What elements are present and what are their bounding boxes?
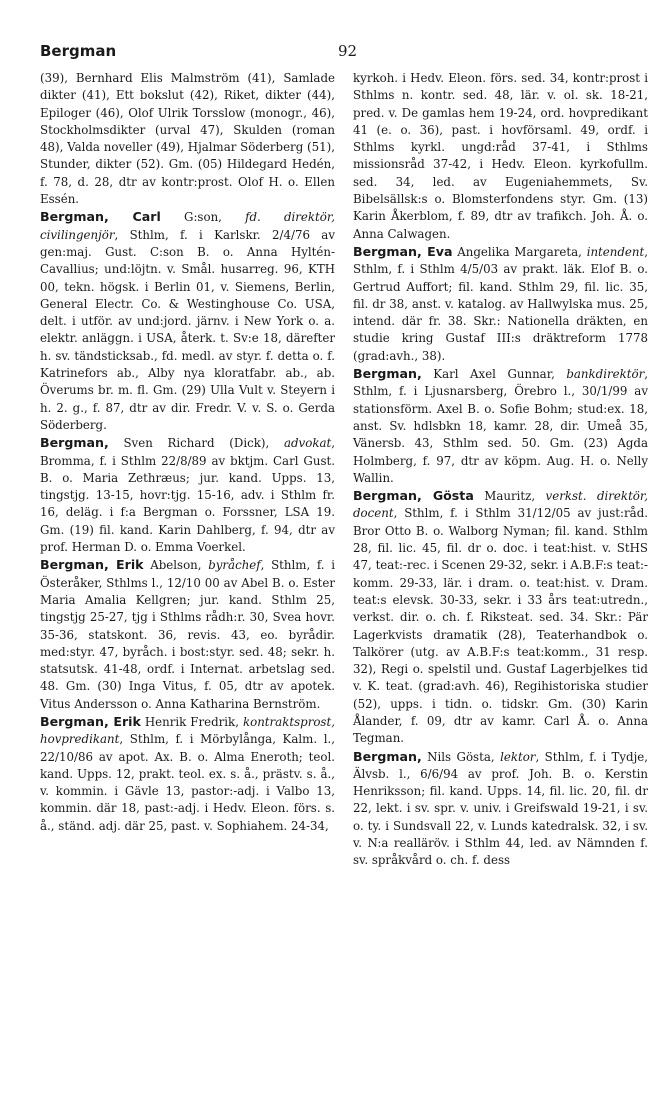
entry-given-names: Abelson, [143,558,209,573]
entry-given-names: Angelika Margareta, [452,244,587,259]
entry-text: , Sthlm, f. i Tydje, Älvsb. l., 6/6/94 av prof. Joh. B. o. Kerstin Henriksson; fil. kand. Upps. 14, fil. lic. 20, fil. dr 22, lekt. i sv. spr. v. univ. i Greifswald 19-21, i sv. o. ty. i Sundsvall 22, v. Lunds katedralsk. 32, i sv. v. N:a realläröv. i Sthlm 44, led. av Nämnden f. sv. språkvård o. ch. f. dess [353,749,648,868]
biography-entry [40,713,335,835]
entry-name: Bergman, Gösta [353,488,474,504]
entry-text: , Sthlm, f. i Österåker, Sthlms l., 12/10 00 av Abel B. o. Ester Maria Amalia Kellgren; jur. kand. Sthlm 25, tingstjg 25-27, tjg i Sthlms rådh:r. 30, Svea hovr. 35-36, statskont. 36, revis. 43, eo. byrådir. med:styr. 47, byråch. i bost:styr. sed. 48; sekr. h. statsutsk. 41-48, ordf. i Internat. arbetslag sed. 48. Gm. (30) Inga Vitus, f. 05, dtr av apotek. Vitus Andersson o. Anna Katharina Bernström. [40,558,335,711]
entry-name: Bergman, [40,435,109,451]
entry-name: Bergman, [353,748,422,764]
entry-name: Bergman, Carl [40,209,161,225]
left-column [40,70,335,870]
running-head: Bergman [40,42,117,60]
biography-entry [353,748,648,870]
continuation-text: (39), Bernhard Elis Malmström (41), Samlade dikter (41), Ett bokslut (42), Riket, dikter (44), Epiloger (46), Olof Ulrik Torsslow (monogr., 46), Stockholmsdikter (urval 47), Skulden (roman 48), Valda noveller (49), Hjalmar Söderberg (51), Stunder, dikter (52). Gm. (05) Hildegard Hedén, f. 78, d. 28, dtr av kontr:prost. Olof H. o. Ellen Essén. [40,71,335,207]
entry-title: fd. direktör, civilingenjör [40,210,335,242]
entry-name: Bergman, [353,366,422,382]
entry-text: , Sthlm, f. i Mörbylånga, Kalm. l., 22/10/86 av apot. Ax. B. o. Alma Eneroth; teol. kand. Upps. 12, prakt. teol. ex. s. å., prästv. s. å., v. kommin. i Gävle 13, pastor:-adj. i Valbo 13, kommin. där 18, past:-adj. i Hedv. Eleon. förs. s. å., ständ. adj. där 25, past. v. Sophiahem. 24-34, [40,732,335,833]
entry-name: Bergman, Erik [40,557,144,573]
biography-entry [40,208,335,434]
biography-entry [40,434,335,556]
entry-text: , Sthlm, f. i Ljusnarsberg, Örebro l., 30/1/99 av stationsförm. Axel B. o. Sofie Bohm; stud:ex. 18, anst. Sv. hdlsbkn 18, kamr. 28, dir. Umeå 35, Vänersb. 43, Sthlm sed. 50. Gm. (23) Agda Holmberg, f. 97, dtr av köpm. Aug. H. o. Nelly Wallin. [353,367,648,485]
continuation-text: kyrkoh. i Hedv. Eleon. förs. sed. 34, kontr:prost i Sthlms n. kontr. sed. 48, lär. v. ol. sk. 18-21, pred. v. De gamlas hem 19-24, ord. hovpredikant 41 (e. o. 36), past. i hovförsaml. 49, ordf. i Sthlms kyrkl. ungd:råd 37-41, i Sthlms missionsråd 37-42, i Hedv. Eleon. kyrkofullm. sed. 34, led. av Eugeniahemmets, Sv. Bibelsällsk:s o. Blomsterfondens styr. Gm. (13) Karin Åkerblom, f. 89, dtr av trafikch. Joh. Å. o. Anna Calwagen. [353,71,648,241]
entry-name: Bergman, Eva [353,243,453,259]
page-number: 92 [338,42,358,60]
page-header [40,42,648,66]
entry-given-names: Nils Gösta, [421,749,501,764]
entry-given-names: Henrik Fredrik, [140,714,243,729]
entry-text: , Sthlm, f. i Karlskr. 2/4/76 av gen:maj. Gust. C:son B. o. Anna Hyltén-Cavallius; und:löjtn. v. Smål. husarreg. 96, KTH 00, tekn. högsk. i Berlin 01, v. Siemens, Berlin, General Electr. Co. & Westinghouse Co. USA, delt. i utför. av und:jord. järnv. i New York o. a. elektr. anläggn. i USA, återk. t. Sv:e 18, därefter h. sv. tändsticksab., fd. medl. av styr. f. detta o. f. Katrinefors ab., Alby nya kloratfabr. ab., ab. Överums br. m. fl. Gm. (29) Ulla Vult v. Steyern i h. 2. g., f. 87, dtr av dir. Fredr. V. v. S. o. Gerda Söderberg. [40,227,335,432]
biography-entry [353,365,648,487]
entry-title: lektor [500,749,536,764]
entry-given-names: Mauritz, [473,489,546,504]
right-column [353,70,648,870]
entry-given-names: Karl Axel Gunnar, [421,367,567,382]
entry-text: , Bromma, f. i Sthlm 22/8/89 av bktjm. Carl Gust. B. o. Maria Zethræus; jur. kand. Upps. 13, tingstjg. 13-15, hovr:tjg. 15-16, adv. i Sthlm fr. 16, deläg. i f:a Bergman o. Forssner, LSA 19. Gm. (19) fil. kand. Karin Dahlberg, f. 94, dtr av prof. Herman D. o. Emma Voerkel. [40,436,335,555]
entry-title: intendent [586,244,645,259]
biography-entry [353,487,648,747]
text-columns [40,70,648,870]
entry-text: , Sthlm, f. i Sthlm 31/12/05 av just:råd. Bror Otto B. o. Walborg Nyman; fil. kand. Sthlm 28, fil. lic. 45, fil. dr o. doc. i teat:hist. v. StHS 47, teat:-rec. i Scenen 29-32, sekr. i A.B.F:s teat:-komm. 29-33, lär. i dram. o. teat:hist. v. Dram. teat:s elevsk. 30-33, sekr. i 33 års teat:utredn., verkst. dir. o. ch. f. Riksteat. sed. 34. Skr.: Pär Lagerkvists dramatik (28), Teaterhandbok o. Talkörer (utg. av A.B.F:s teat:komm., 31 resp. 32), Regi o. spelstil und. Gustaf Lagerbjelkes tid v. K. teat. (grad:avh. 46), Regihistoriska studier (52), upps. i tidn. o. tidskr. Gm. (30) Karin Ålander, f. 09, dtr av kamr. Carl Å. o. Anna Tegman. [353,506,648,746]
entry-given-names: Sven Richard (Dick), [108,436,284,451]
biography-entry [40,556,335,713]
biography-entry [353,243,648,365]
entry-name: Bergman, Erik [40,713,141,729]
entry-text: , Sthlm, f. i Sthlm 4/5/03 av prakt. läk. Elof B. o. Gertrud Auffort; fil. kand. Sthlm 29, fil. lic. 35, fil. dr 38, anst. v. katalog. av Hallwylska mus. 25, intend. där fr. 38. Skr.: Nationella dräkten, en studie kring Gustaf III:s dräktreform 1778 (grad:avh., 38). [353,244,648,363]
entry-given-names: G:son, [160,210,246,225]
entry-title: advokat [283,436,332,451]
entry-title: byråchef [208,558,261,573]
entry-title: bankdirektör [566,367,645,382]
entry-title: verkst. direktör, docent [353,489,648,521]
entry-title: kontraktsprost, hovpredikant [40,714,335,747]
